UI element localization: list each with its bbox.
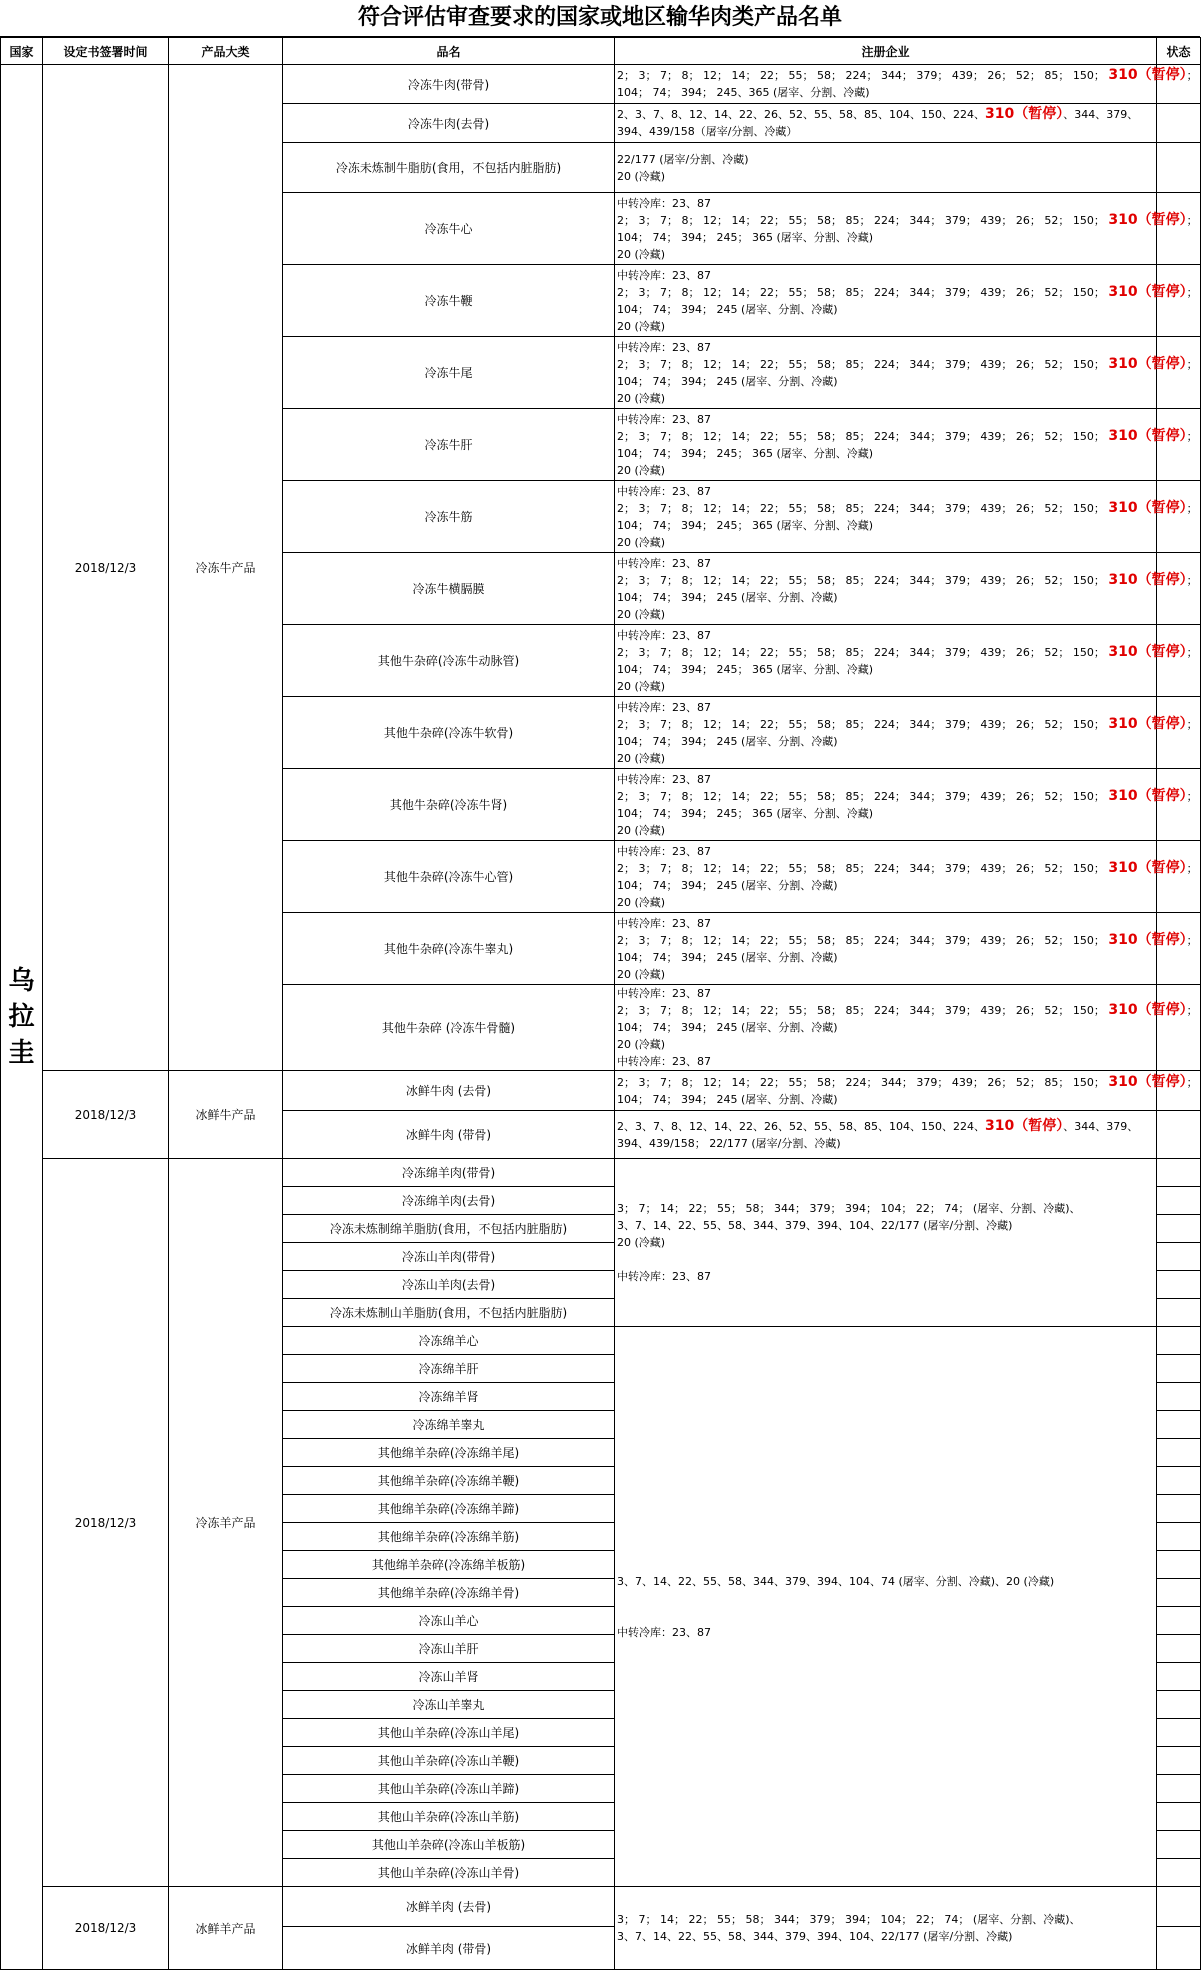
- product-name-cell: 其他绵羊杂碎(冷冻绵羊筋): [283, 1523, 615, 1551]
- enterprise-line: 20 (冷藏): [617, 967, 666, 981]
- enterprise-line: 104； 74； 394； 245 (屠宰、分割、冷藏): [617, 374, 838, 388]
- sign-date-cell: 2018/12/3: [43, 1887, 169, 1970]
- enterprise-line: 20 (冷藏): [617, 1236, 666, 1249]
- status-cell: [1157, 1747, 1201, 1775]
- enterprise-text: ；: [1186, 69, 1198, 82]
- enterprise-cell: [615, 553, 1198, 625]
- status-cell: [1157, 697, 1201, 769]
- product-name-cell: 冷冻牛鞭: [283, 265, 615, 337]
- enterprise-text: 2； 3； 7； 8； 12； 14； 22； 55； 58； 224； 344； 379； 439； 26； 52； 85； 150；: [617, 69, 1109, 82]
- enterprise-cell: [615, 625, 1198, 697]
- suspended-mark: 310（暂停）: [984, 1117, 1064, 1134]
- enterprise-line: [617, 1002, 1198, 1019]
- status-cell: [1157, 1859, 1201, 1887]
- status-cell: [1157, 1327, 1201, 1355]
- enterprise-line: 3； 7； 14； 22； 55； 58； 344； 379； 394； 104； 22； 74； (屠宰、分割、冷藏)、: [617, 1913, 1081, 1926]
- product-name-cell: 冷冻绵羊肉(带骨): [283, 1159, 615, 1187]
- enterprise-line: 中转冷库：23、87: [617, 412, 711, 426]
- enterprise-line: [617, 355, 1198, 373]
- status-cell: [1157, 553, 1201, 625]
- enterprise-text: 2； 3； 7； 8； 12； 14； 22； 55； 58； 85； 224； 344； 379； 439； 26； 52； 150；: [617, 1004, 1109, 1017]
- suspended-mark: 310（暂停）: [1108, 715, 1187, 732]
- status-cell: [1157, 1355, 1201, 1383]
- enterprise-line: 3、7、14、22、55、58、344、379、394、104、74 (屠宰、分割、冷藏)、20 (冷藏): [617, 1574, 1055, 1588]
- status-cell: [1157, 769, 1201, 841]
- enterprise-line: 104； 74； 394； 245； 365 (屠宰、分割、冷藏): [617, 230, 874, 244]
- status-cell: [1157, 409, 1201, 481]
- category-cell: 冷冻牛产品: [169, 65, 283, 1071]
- status-cell: [1157, 1467, 1201, 1495]
- product-name-cell: 其他牛杂碎 (冷冻牛骨髓): [283, 985, 615, 1071]
- enterprise-line: 3、7、14、22、55、58、344、379、394、104、22/177 (屠宰/分割、冷藏): [617, 1219, 1013, 1232]
- status-cell: [1157, 841, 1201, 913]
- product-name-cell: 冷冻山羊心: [283, 1607, 615, 1635]
- enterprise-text: 2； 3； 7； 8； 12； 14； 22； 55； 58； 85； 224； 344； 379； 439； 26； 52； 150；: [617, 933, 1109, 947]
- enterprise-line: 20 (冷藏): [617, 169, 666, 183]
- product-name-cell: 冷冻绵羊肉(去骨): [283, 1187, 615, 1215]
- product-name-cell: 冷冻牛肉(带骨): [283, 65, 615, 104]
- category-cell: 冰鲜牛产品: [169, 1071, 283, 1159]
- enterprise-cell: [615, 337, 1198, 409]
- enterprise-text: 2； 3； 7； 8； 12； 14； 22； 55； 58； 85； 224； 344； 379； 439； 26； 52； 150；: [617, 645, 1109, 659]
- product-name-cell: 冷冻绵羊心: [283, 1327, 615, 1355]
- enterprise-cell: [615, 769, 1198, 841]
- enterprise-line: 中转冷库：23、87: [617, 628, 711, 642]
- enterprise-text: ；: [1186, 861, 1198, 875]
- status-cell: [1157, 1775, 1201, 1803]
- suspended-mark: 310（暂停）: [984, 106, 1064, 122]
- product-name-cell: 冷冻绵羊肝: [283, 1355, 615, 1383]
- enterprise-text: ；: [1186, 501, 1198, 515]
- enterprise-line: 中转冷库：23、87: [617, 987, 711, 1000]
- product-name-cell: 冷冻牛心: [283, 193, 615, 265]
- header-status: 状态: [1157, 38, 1201, 65]
- enterprise-line: [617, 427, 1198, 445]
- status-cell: [1157, 985, 1201, 1071]
- enterprise-text: 2； 3； 7； 8； 12； 14； 22； 55； 58； 85； 224； 344； 379； 439； 26； 52； 150；: [617, 285, 1109, 299]
- status-cell: [1157, 913, 1201, 985]
- product-name-cell: 冷冻牛肝: [283, 409, 615, 481]
- category-cell: 冰鲜羊产品: [169, 1887, 283, 1970]
- status-cell: [1157, 265, 1201, 337]
- status-cell: [1157, 1803, 1201, 1831]
- product-name-cell: 冷冻绵羊睾丸: [283, 1411, 615, 1439]
- enterprise-cell: [615, 841, 1198, 913]
- suspended-mark: 310（暂停）: [1108, 931, 1187, 948]
- status-cell: [1157, 625, 1201, 697]
- enterprise-line: [617, 787, 1198, 805]
- product-name-cell: 其他牛杂碎(冷冻牛心管): [283, 841, 615, 913]
- enterprise-cell: [615, 1159, 1157, 1327]
- enterprise-text: 2； 3； 7； 8； 12； 14； 22； 55； 58； 85； 224； 344； 379； 439； 26； 52； 150；: [617, 357, 1109, 371]
- enterprise-cell: [615, 409, 1198, 481]
- enterprise-line: 中转冷库：23、87: [617, 1625, 711, 1639]
- enterprise-line: 104； 74； 394； 245 (屠宰、分割、冷藏): [617, 950, 838, 964]
- enterprise-text: ；: [1186, 1075, 1198, 1089]
- enterprise-text: ；: [1186, 429, 1198, 443]
- enterprise-line: 20 (冷藏): [617, 823, 666, 837]
- enterprise-line: [617, 1118, 1154, 1135]
- product-name-cell: 冷冻绵羊肾: [283, 1383, 615, 1411]
- enterprise-cell: [615, 697, 1198, 769]
- enterprise-cell: [615, 193, 1198, 265]
- table-row: [1, 65, 1201, 104]
- product-name-cell: 冷冻未炼制绵羊脂肪(食用，不包括内脏脂肪): [283, 1215, 615, 1243]
- product-name-cell: 其他牛杂碎(冷冻牛睾丸): [283, 913, 615, 985]
- product-name-cell: 其他绵羊杂碎(冷冻绵羊骨): [283, 1579, 615, 1607]
- enterprise-line: 104； 74； 394； 245 (屠宰、分割、冷藏): [617, 1021, 838, 1034]
- header-date: 设定书签署时间: [43, 38, 169, 65]
- status-cell: [1157, 1551, 1201, 1579]
- status-cell: [1157, 1887, 1201, 1927]
- enterprise-text: 2； 3； 7； 8； 12； 14； 22； 55； 58； 85； 224； 344； 379； 439； 26； 52； 150；: [617, 429, 1109, 443]
- status-cell: [1157, 1579, 1201, 1607]
- status-cell: [1157, 1831, 1201, 1859]
- enterprise-text: 2； 3； 7； 8； 12； 14； 22； 55； 58； 85； 224； 344； 379； 439； 26； 52； 150；: [617, 501, 1109, 515]
- enterprise-text: ；: [1186, 213, 1198, 227]
- enterprise-text: 2、3、7、8、12、14、22、26、52、55、58、85、104、150、224、: [617, 1119, 985, 1133]
- enterprise-line: 20 (冷藏): [617, 679, 666, 693]
- enterprise-line: 中转冷库：23、87: [617, 1055, 711, 1068]
- enterprise-line: 中转冷库：23、87: [617, 268, 711, 282]
- enterprise-line: 中转冷库：23、87: [617, 844, 711, 858]
- product-name-cell: 冰鲜羊肉 (去骨): [283, 1887, 615, 1927]
- product-name-cell: 冰鲜牛肉 (去骨): [283, 1071, 615, 1111]
- enterprise-line: [617, 499, 1198, 517]
- enterprise-line: 3、7、14、22、55、58、344、379、394、104、22/177 (屠宰/分割、冷藏): [617, 1930, 1013, 1943]
- product-name-cell: 其他山羊杂碎(冷冻山羊鞭): [283, 1747, 615, 1775]
- enterprise-line: 22/177 (屠宰/分割、冷藏): [617, 152, 749, 166]
- enterprise-text: 2； 3； 7； 8； 12； 14； 22； 55； 58； 85； 224； 344； 379； 439； 26； 52； 150；: [617, 861, 1109, 875]
- enterprise-cell: [615, 481, 1198, 553]
- enterprise-text: ；: [1186, 573, 1198, 587]
- product-name-cell: 其他绵羊杂碎(冷冻绵羊鞭): [283, 1467, 615, 1495]
- product-name-cell: 其他绵羊杂碎(冷冻绵羊尾): [283, 1439, 615, 1467]
- suspended-mark: 310（暂停）: [1108, 787, 1187, 804]
- enterprise-cell: [615, 65, 1198, 104]
- enterprise-line: [617, 571, 1198, 589]
- product-name-cell: 冰鲜羊肉 (带骨): [283, 1927, 615, 1970]
- status-cell: [1157, 1159, 1201, 1187]
- enterprise-cell: [615, 143, 1157, 193]
- enterprise-line: [617, 1073, 1198, 1091]
- enterprise-line: [617, 106, 1154, 123]
- enterprise-line: 20 (冷藏): [617, 1038, 666, 1051]
- enterprise-cell: [615, 1887, 1157, 1970]
- status-cell: [1157, 1383, 1201, 1411]
- sign-date-cell: 2018/12/3: [43, 1071, 169, 1159]
- enterprise-line: 104； 74； 394； 245； 365 (屠宰、分割、冷藏): [617, 662, 874, 676]
- enterprise-line: 104； 74； 394； 245 (屠宰、分割、冷藏): [617, 1092, 838, 1106]
- enterprise-line: 中转冷库：23、87: [617, 1270, 711, 1283]
- status-cell: [1157, 1111, 1201, 1159]
- enterprise-text: 2； 3； 7； 8； 12； 14； 22； 55； 58； 85； 224； 344； 379； 439； 26； 52； 150；: [617, 789, 1109, 803]
- enterprise-cell: [615, 1111, 1157, 1159]
- product-name-cell: 其他山羊杂碎(冷冻山羊尾): [283, 1719, 615, 1747]
- enterprise-line: 104； 74； 394； 245； 365 (屠宰、分割、冷藏): [617, 446, 874, 460]
- suspended-mark: 310（暂停）: [1108, 355, 1187, 372]
- status-cell: [1157, 104, 1201, 143]
- table-row: [1, 1071, 1201, 1111]
- product-name-cell: 冷冻山羊肾: [283, 1663, 615, 1691]
- product-name-cell: 其他牛杂碎(冷冻牛动脉管): [283, 625, 615, 697]
- status-cell: [1157, 1607, 1201, 1635]
- enterprise-text: 2； 3； 7； 8； 12； 14； 22； 55； 58； 224； 344； 379； 439； 26； 52； 85； 150；: [617, 1075, 1109, 1089]
- enterprise-line: 20 (冷藏): [617, 895, 666, 909]
- enterprise-line: 104； 74； 394； 245 (屠宰、分割、冷藏): [617, 878, 838, 892]
- enterprise-line: [617, 643, 1198, 661]
- enterprise-text: ；: [1186, 717, 1198, 731]
- product-name-cell: 冰鲜牛肉 (带骨): [283, 1111, 615, 1159]
- status-cell: [1157, 1719, 1201, 1747]
- status-cell: [1157, 481, 1201, 553]
- product-name-cell: 其他牛杂碎(冷冻牛肾): [283, 769, 615, 841]
- document-title: 符合评估审查要求的国家或地区输华肉类产品名单: [0, 0, 1200, 37]
- suspended-mark: 310（暂停）: [1108, 499, 1187, 516]
- enterprise-cell: [615, 985, 1198, 1071]
- enterprise-line: [617, 1590, 1154, 1607]
- enterprise-cell: [615, 265, 1198, 337]
- suspended-mark: 310（暂停）: [1108, 1002, 1187, 1018]
- suspended-mark: 310（暂停）: [1108, 211, 1187, 228]
- header-row: [1, 38, 1201, 65]
- enterprise-line: 20 (冷藏): [617, 535, 666, 549]
- product-name-cell: 其他山羊杂碎(冷冻山羊骨): [283, 1859, 615, 1887]
- enterprise-cell: [615, 913, 1198, 985]
- enterprise-line: [617, 67, 1198, 84]
- enterprise-line: 中转冷库：23、87: [617, 916, 711, 930]
- header-enterprises: 注册企业: [615, 38, 1157, 65]
- enterprise-line: 20 (冷藏): [617, 607, 666, 621]
- suspended-mark: 310（暂停）: [1108, 571, 1187, 588]
- enterprise-line: 中转冷库：23、87: [617, 196, 711, 210]
- enterprise-line: 20 (冷藏): [617, 247, 666, 261]
- suspended-mark: 310（暂停）: [1108, 859, 1187, 876]
- enterprise-line: [617, 1607, 1154, 1624]
- table-body: [1, 65, 1201, 1970]
- product-name-cell: 其他山羊杂碎(冷冻山羊板筋): [283, 1831, 615, 1859]
- enterprise-line: 20 (冷藏): [617, 391, 666, 405]
- status-cell: [1157, 1411, 1201, 1439]
- product-name-cell: 冷冻山羊肝: [283, 1635, 615, 1663]
- enterprise-line: 104； 74； 394； 245 (屠宰、分割、冷藏): [617, 734, 838, 748]
- enterprise-text: 2； 3； 7； 8； 12； 14； 22； 55； 58； 85； 224； 344； 379； 439； 26； 52； 150；: [617, 573, 1109, 587]
- enterprise-line: 20 (冷藏): [617, 751, 666, 765]
- enterprise-line: [617, 931, 1198, 949]
- suspended-mark: 310（暂停）: [1108, 283, 1187, 300]
- enterprise-line: 104； 74； 394； 245； 365 (屠宰、分割、冷藏): [617, 518, 874, 532]
- enterprise-text: 2、3、7、8、12、14、22、26、52、55、58、85、104、150、224、: [617, 108, 985, 121]
- product-name-cell: 冷冻未炼制牛脂肪(食用，不包括内脏脂肪): [283, 143, 615, 193]
- suspended-mark: 310（暂停）: [1108, 67, 1187, 83]
- product-name-cell: 冷冻牛尾: [283, 337, 615, 409]
- enterprise-line: 394、439/158（屠宰/分割、冷藏）: [617, 125, 798, 138]
- product-name-cell: 冷冻山羊睾丸: [283, 1691, 615, 1719]
- enterprise-line: [617, 1251, 1154, 1268]
- enterprise-line: 中转冷库：23、87: [617, 700, 711, 714]
- enterprise-text: ；: [1186, 933, 1198, 947]
- status-cell: [1157, 1187, 1201, 1215]
- country-char: 圭: [8, 1038, 35, 1068]
- product-name-cell: 冷冻牛横膈膜: [283, 553, 615, 625]
- status-cell: [1157, 1299, 1201, 1327]
- status-cell: [1157, 193, 1201, 265]
- status-cell: [1157, 1439, 1201, 1467]
- product-name-cell: 冷冻山羊肉(带骨): [283, 1243, 615, 1271]
- product-name-cell: 其他山羊杂碎(冷冻山羊筋): [283, 1803, 615, 1831]
- enterprise-line: 中转冷库：23、87: [617, 556, 711, 570]
- header-country: 国家: [1, 38, 43, 65]
- enterprise-cell: [615, 104, 1157, 143]
- status-cell: [1157, 143, 1201, 193]
- enterprise-line: [617, 211, 1198, 229]
- enterprise-line: [617, 859, 1198, 877]
- product-table: [0, 37, 1201, 1970]
- enterprise-line: 3； 7； 14； 22； 55； 58； 344； 379； 394； 104； 22； 74； (屠宰、分割、冷藏)、: [617, 1202, 1081, 1215]
- status-cell: [1157, 1271, 1201, 1299]
- enterprise-text: ；: [1186, 285, 1198, 299]
- status-cell: [1157, 1691, 1201, 1719]
- table-row: [1, 1887, 1201, 1927]
- enterprise-line: 20 (冷藏): [617, 319, 666, 333]
- sign-date-cell: 2018/12/3: [43, 65, 169, 1071]
- enterprise-line: 中转冷库：23、87: [617, 484, 711, 498]
- enterprise-line: 中转冷库：23、87: [617, 340, 711, 354]
- product-name-cell: 冷冻牛肉(去骨): [283, 104, 615, 143]
- product-name-cell: 其他绵羊杂碎(冷冻绵羊板筋): [283, 1551, 615, 1579]
- sign-date-cell: 2018/12/3: [43, 1159, 169, 1887]
- category-cell: 冷冻羊产品: [169, 1159, 283, 1887]
- table-row: [1, 1159, 1201, 1187]
- enterprise-line: 104； 74； 394； 245 (屠宰、分割、冷藏): [617, 302, 838, 316]
- enterprise-line: 104； 74； 394； 245 (屠宰、分割、冷藏): [617, 590, 838, 604]
- status-cell: [1157, 1663, 1201, 1691]
- suspended-mark: 310（暂停）: [1108, 1073, 1187, 1090]
- enterprise-cell: [615, 1327, 1157, 1887]
- enterprise-text: ；: [1186, 357, 1198, 371]
- product-name-cell: 其他山羊杂碎(冷冻山羊蹄): [283, 1775, 615, 1803]
- country-char: 拉: [8, 1002, 35, 1032]
- enterprise-line: 20 (冷藏): [617, 463, 666, 477]
- product-name-cell: 冷冻未炼制山羊脂肪(食用，不包括内脏脂肪): [283, 1299, 615, 1327]
- country-cell: [1, 65, 43, 1970]
- enterprise-line: [617, 283, 1198, 301]
- enterprise-cell: [615, 1071, 1198, 1111]
- status-cell: [1157, 1523, 1201, 1551]
- header-product-name: 品名: [283, 38, 615, 65]
- status-cell: [1157, 337, 1201, 409]
- product-name-cell: 冷冻牛筋: [283, 481, 615, 553]
- enterprise-text: ；: [1186, 789, 1198, 803]
- enterprise-line: 中转冷库：23、87: [617, 772, 711, 786]
- status-cell: [1157, 1927, 1201, 1970]
- enterprise-text: ；: [1186, 645, 1198, 659]
- enterprise-line: 394、439/158； 22/177 (屠宰/分割、冷藏): [617, 1136, 841, 1150]
- enterprise-line: [617, 715, 1198, 733]
- status-cell: [1157, 1215, 1201, 1243]
- enterprise-text: ；: [1186, 1004, 1198, 1017]
- status-cell: [1157, 1495, 1201, 1523]
- enterprise-text: 、344、379、: [1063, 108, 1139, 121]
- enterprise-text: 2； 3； 7； 8； 12； 14； 22； 55； 58； 85； 224； 344； 379； 439； 26； 52； 150；: [617, 213, 1109, 227]
- status-cell: [1157, 1635, 1201, 1663]
- enterprise-text: 2； 3； 7； 8； 12； 14； 22； 55； 58； 85； 224； 344； 379； 439； 26； 52； 150；: [617, 717, 1109, 731]
- header-category: 产品大类: [169, 38, 283, 65]
- suspended-mark: 310（暂停）: [1108, 427, 1187, 444]
- product-name-cell: 其他绵羊杂碎(冷冻绵羊蹄): [283, 1495, 615, 1523]
- status-cell: [1157, 1243, 1201, 1271]
- country-char: 乌: [8, 966, 35, 996]
- enterprise-text: 、344、379、: [1063, 1119, 1139, 1133]
- product-name-cell: 冷冻山羊肉(去骨): [283, 1271, 615, 1299]
- enterprise-line: 104； 74； 394； 245、365 (屠宰、分割、冷藏): [617, 86, 870, 99]
- product-name-cell: 其他牛杂碎(冷冻牛软骨): [283, 697, 615, 769]
- enterprise-line: 104； 74； 394； 245； 365 (屠宰、分割、冷藏): [617, 806, 874, 820]
- suspended-mark: 310（暂停）: [1108, 643, 1187, 660]
